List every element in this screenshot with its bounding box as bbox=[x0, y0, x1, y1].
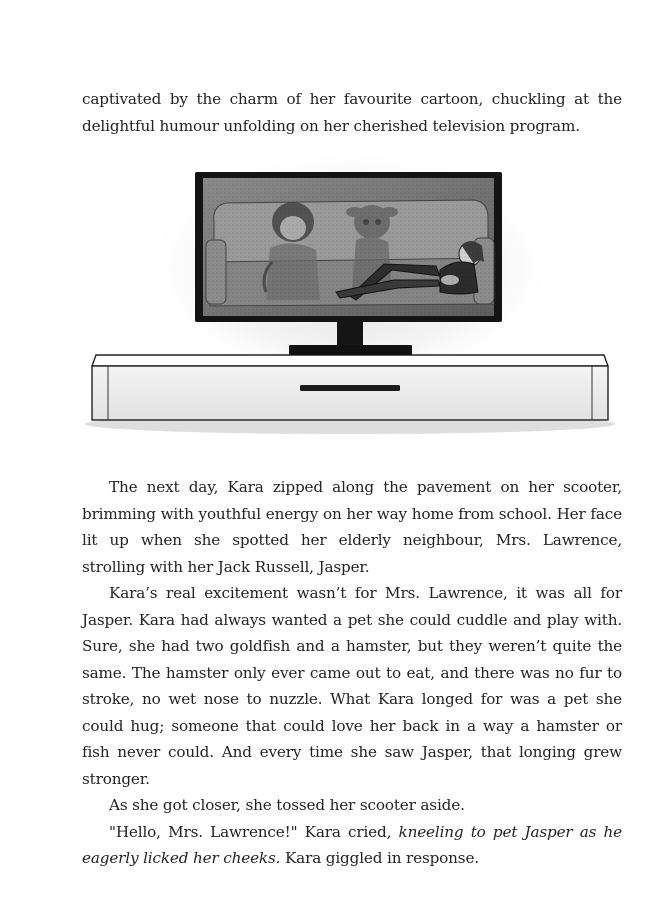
stand-drawer-handle bbox=[300, 385, 400, 391]
paragraph-2 bbox=[82, 474, 622, 872]
dialogue-text: "Hello, Mrs. Lawrence!" Kara cried, bbox=[109, 822, 392, 841]
paragraph-1: captivated by the charm of her favourite cartoon, chuckling at the delightful humour unfolding on her cherished television program. bbox=[82, 90, 622, 135]
paragraph-4: As she got closer, she tossed her scooter aside. bbox=[109, 796, 465, 814]
tv-stand bbox=[92, 355, 608, 420]
closing-text: Kara giggled in response. bbox=[284, 849, 479, 867]
paragraph-5 bbox=[82, 819, 622, 872]
paragraph-3: Kara’s real excitement wasn’t for Mrs. Lawrence, it was all for Jasper. Kara had always wanted a pet she could cuddle and play with. Sure, she had two goldfish and a hamster, but they weren’t quite the same. The hamster only ever came out to eat, and there was no fur to stroke, no wet nose to nuzzle. What Kara longed for was a pet she could hug; someone that could love her back in a way a hamster or fish never could. And every time she saw Jasper, that longing grew stronger. bbox=[82, 584, 622, 788]
tv-screen-scene bbox=[203, 178, 494, 316]
tv-neck bbox=[337, 318, 363, 348]
tv-base bbox=[289, 345, 412, 355]
paragraph-2-text: The next day, Kara zipped along the pavement on her scooter, brimming with youthful energy on her way home from school. Her face lit up when she spotted her elderly neighbour, Mrs. Lawrence, strolling with her Jack Russell, Jasper. bbox=[82, 478, 622, 576]
action-text: kneeling to pet Jasper as he eagerly licked her cheeks. bbox=[82, 822, 623, 867]
